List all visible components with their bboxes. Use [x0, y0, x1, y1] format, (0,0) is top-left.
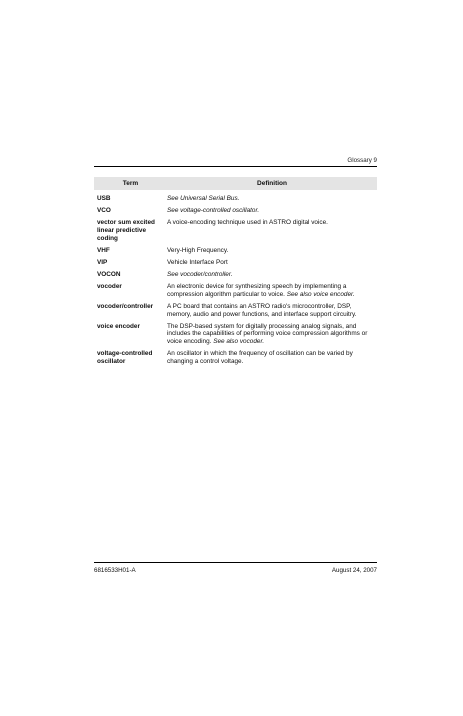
definition-text: A PC board that contains an ASTRO radio's microcontroller, DSP, memory, audio and power functions, and interface support circuitry. — [167, 303, 357, 318]
glossary-term: vector sum excited linear predictive coding — [97, 219, 155, 242]
definition-text: See Universal Serial Bus. — [167, 195, 240, 202]
glossary-definition — [166, 247, 377, 255]
glossary-definition — [166, 303, 377, 318]
glossary-definition — [166, 207, 377, 215]
definition-text: See also vocoder. — [213, 338, 265, 346]
glossary-term: voice encoder — [97, 322, 140, 330]
column-header-definition: Definition — [257, 180, 287, 187]
glossary-term: vocoder — [97, 283, 122, 291]
column-header-term: Term — [122, 180, 139, 187]
glossary-term: vocoder/controller — [97, 303, 154, 311]
table-body — [94, 195, 377, 365]
glossary-definition — [166, 259, 377, 267]
definition-text: An electronic device for synthesizing speech by implementing a compression algorithm particular to voice. — [167, 283, 347, 298]
glossary-definition — [166, 195, 377, 203]
table-row — [94, 247, 377, 255]
table-row — [94, 195, 377, 203]
footer-rule — [94, 562, 377, 563]
page-header: Glossary 9 — [347, 157, 377, 164]
glossary-table — [94, 177, 377, 365]
glossary-term: VHF — [97, 246, 110, 254]
table-row — [94, 271, 377, 279]
header-rule — [94, 166, 377, 167]
table-row — [94, 259, 377, 267]
glossary-definition — [166, 323, 377, 346]
glossary-term: VIP — [97, 258, 108, 266]
table-row — [94, 283, 377, 298]
glossary-definition — [166, 283, 377, 298]
table-row — [94, 207, 377, 215]
table-row — [94, 350, 377, 365]
definition-text: See also voice encoder. — [286, 290, 355, 298]
definition-text: The DSP-based system for digitally processing analog signals, and includes the capabilities of performing voice compression algorithms or voice encoding. — [167, 322, 368, 346]
publication-date: August 24, 2007 — [331, 567, 377, 574]
definition-text: See vocoder/controller. — [167, 271, 233, 279]
glossary-term: VCO — [97, 207, 111, 215]
glossary-term: voltage-controlled oscillator — [97, 350, 153, 365]
table-row — [94, 323, 377, 346]
glossary-term: USB — [97, 195, 111, 202]
definition-text: A voice-encoding technique used in ASTRO digital voice. — [167, 219, 328, 227]
glossary-term: VOCON — [97, 271, 121, 279]
document-number: 6816533H01-A — [94, 567, 136, 574]
table-row — [94, 303, 377, 318]
glossary-definition — [166, 271, 377, 279]
definition-text: An oscillator in which the frequency of oscillation can be varied by changing a control voltage. — [167, 350, 353, 365]
table-header — [94, 177, 377, 190]
definition-text: Vehicle Interface Port — [167, 258, 228, 266]
definition-text: See voltage-controlled oscillator. — [167, 207, 260, 215]
table-row — [94, 219, 377, 242]
glossary-definition — [166, 350, 377, 365]
glossary-definition — [166, 219, 377, 242]
definition-text: Very-High Frequency. — [167, 246, 229, 254]
